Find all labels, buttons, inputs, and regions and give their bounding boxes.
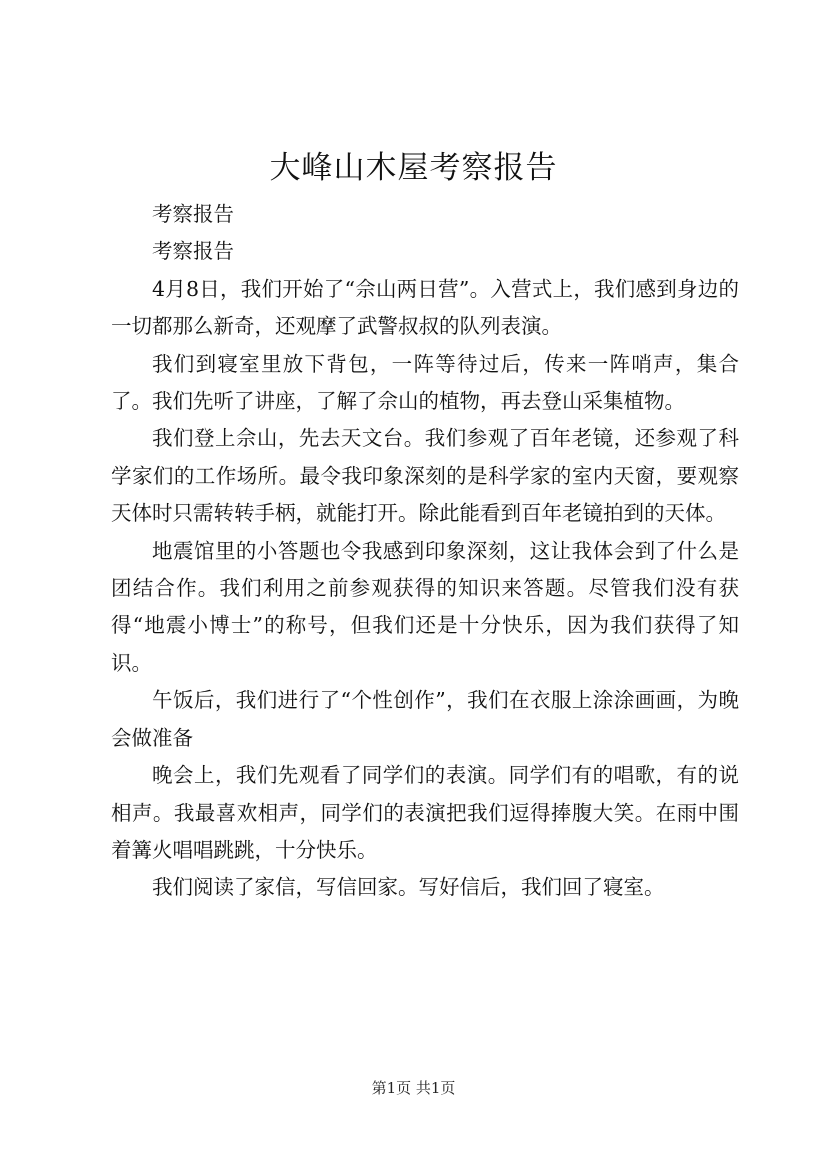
paragraph: 我们到寝室里放下背包，一阵等待过后，传来一阵哨声，集合了。我们先听了讲座，了解了佘山的植物，再去登山采集植物。 [111, 351, 739, 414]
paragraph: 我们阅读了家信，写信回家。写好信后，我们回了寝室。 [152, 875, 665, 900]
paragraph: 晚会上，我们先观看了同学们的表演。同学们有的唱歌，有的说相声。我最喜欢相声，同学们的表演把我们逗得捧腹大笑。在雨中围着篝火唱唱跳跳，十分快乐。 [111, 763, 739, 862]
paragraph: 考察报告 [152, 202, 234, 226]
page-footer: 第1页 共1页 [371, 1079, 456, 1097]
document-title: 大峰山木屋考察报告 [269, 150, 558, 186]
paragraph: 地震馆里的小答题也令我感到印象深刻，这让我体会到了什么是团结合作。我们利用之前参观获得的知识来答题。尽管我们没有获得“地震小博士”的称号，但我们还是十分快乐，因为我们获得了知识。 [111, 538, 739, 675]
paragraph: 午饭后，我们进行了“个性创作”，我们在衣服上涂涂画画，为晚会做准备 [111, 688, 739, 750]
document-body [111, 196, 739, 907]
paragraph: 4月8日，我们开始了“佘山两日营”。入营式上，我们感到身边的一切都那么新奇，还观摩了武警叔叔的队列表演。 [111, 276, 739, 339]
paragraph: 考察报告 [152, 239, 234, 264]
paragraph: 我们登上佘山，先去天文台。我们参观了百年老镜，还参观了科学家们的工作场所。最令我印象深刻的是科学家的室内天窗，要观察天体时只需转转手柄，就能打开。除此能看到百年老镜拍到的天体。 [111, 426, 739, 526]
